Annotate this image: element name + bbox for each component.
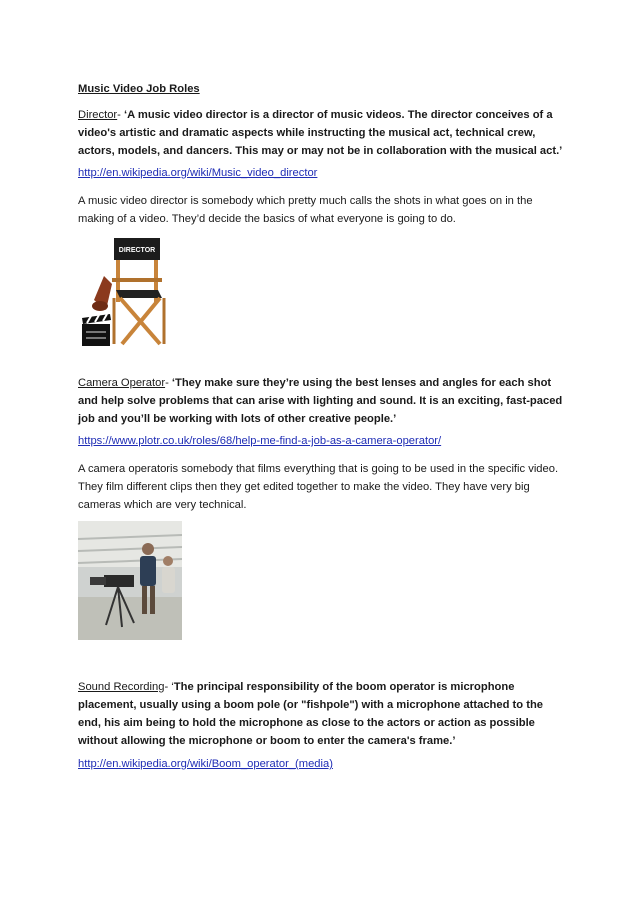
chair-sign-text: DIRECTOR: [118, 247, 156, 254]
director-quote-paragraph: [78, 106, 568, 160]
page-title: Music Video Job Roles: [78, 83, 200, 95]
camera-quote-paragraph: [78, 374, 568, 428]
camera-operator-image: [78, 521, 182, 640]
director-description: A music video director is somebody which pretty much calls the shots in what goes on in the making of a video. They’d decide the basics of what everyone is going to do.: [78, 195, 533, 225]
camera-link-paragraph: [78, 432, 568, 450]
sound-role-label: Sound Recording: [78, 681, 165, 693]
director-quote: ‘A music video director is a director of music videos. The director conceives of a video's artistic and dramatic aspects while instructing the musical act, technical crew, actors, models, and dancers. This may or may not be in collaboration with the musical act.’: [78, 109, 563, 157]
camera-role-label: Camera Operator: [78, 377, 166, 389]
camera-quote: ‘They make sure they’re using the best lenses and angles for each shot and help solve problems that can arise with lighting and sound. It is an exciting, fast-paced job and you’ll be working with lots of other creative people.’: [78, 377, 563, 425]
director-link-paragraph: [78, 164, 568, 182]
director-role-label: Director: [78, 109, 118, 121]
director-chair-image: [78, 232, 178, 352]
director-link[interactable]: http://en.wikipedia.org/wiki/Music_video_director: [78, 167, 318, 179]
sound-link[interactable]: http://en.wikipedia.org/wiki/Boom_operator_(media): [78, 758, 333, 770]
director-separator: -: [117, 109, 125, 121]
clapperboard-icon: [82, 324, 110, 346]
camera-description: A camera operatoris somebody that films everything that is going to be used in the specific video. They film different clips then they get edited together to make the video. They have very big cameras which are very technical.: [78, 463, 559, 511]
operator-body: [140, 556, 156, 586]
camera-icon: [104, 575, 134, 587]
sound-quote: The principal responsibility of the boom operator is microphone placement, usually using a boom pole (or "fishpole") with a microphone attached to the end, his aim being to hold the microphone as close to the actors or action as possible without allowing the microphone or boom to enter the camera's frame.’: [78, 681, 543, 747]
sound-link-paragraph: [78, 755, 568, 773]
camera-separator: -: [165, 377, 172, 389]
operator-head: [142, 543, 154, 555]
sound-quote-paragraph: [78, 678, 568, 750]
sound-separator: - ‘: [164, 681, 174, 693]
camera-link[interactable]: https://www.plotr.co.uk/roles/68/help-me-find-a-job-as-a-camera-operator/: [78, 435, 442, 447]
